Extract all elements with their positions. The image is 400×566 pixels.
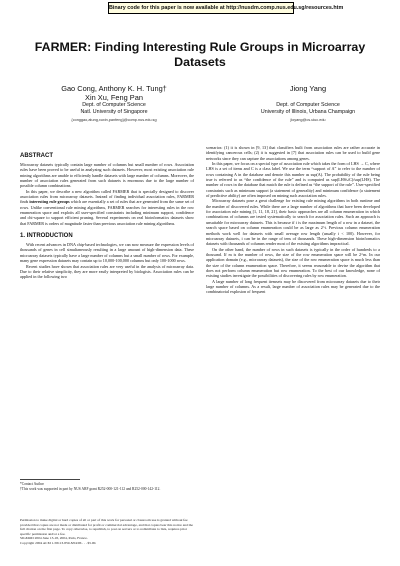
abstract-emphasis: interesting rule groups: [29, 199, 70, 205]
affiliation-line-1: Dept. of Computer Science: [82, 102, 146, 108]
abstract-heading: ABSTRACT: [20, 153, 53, 159]
author-email: jioyang@cs.uiuc.edu: [290, 118, 326, 123]
availability-banner: Binary code for this paper is now available at http://nusdm.comp.nus.edu.sg/resources.htm: [108, 2, 294, 14]
footnote-contact: *Contact Author: [20, 482, 44, 486]
author-emails: {conggao,atung,xuxin,panfeng}@comp.nus.edu.sg: [71, 118, 157, 123]
affiliation-line-1: Dept. of Computer Science: [276, 102, 340, 108]
body-paragraph-3: Microarray datasets pose a great challenge for existing rule mining algorithms in both runtime and the number of discovered rules. While there are a large number of algorithms that have been developed for association rule mining [1, 11, 18, 21], their basic approaches are all column enumeration in which combinations of columns are tested systematically to search for association rules. Such an approach is unsuitable for microarray datasets. This is because if i is the maximum length of a row in a dataset, the search space based on column enumeration could be as large as 2^i. Previous column enumeration methods work well for datasets with small average row length (usually i < 100). However, for microarray datasets, i can be in the range of tens of thousands. These high-dimension bioinformatics datasets with thousands of columns render most of the existing algorithms impractical.: [206, 198, 380, 247]
title-line-1: FARMER: Finding Interesting Rule Groups in Microarray: [34, 40, 366, 54]
authors-right-block: [228, 84, 388, 123]
title-line-2: Datasets: [174, 55, 226, 69]
permission-notice: [20, 518, 194, 545]
body-paragraph-5: A large number of long frequent itemsets may be discovered from microarray datasets due to their large number of columns. As a result, large number of association rules may be generated due to the combinatorial explosion of frequent: [206, 278, 380, 295]
author-name: Jiong Yang: [289, 84, 327, 93]
body-paragraph-1: scenarios: (1) it is shown in [9, 13] that classifiers built from association rules are rather accurate in identifying cancerous cells; (2) it is suggested in [7] that association rules can be used to build gene networks since they can capture the associations among genes.: [206, 145, 380, 161]
affiliation-line-2: University of Illinois, Urbana Champaign: [260, 108, 356, 115]
body-paragraph-4: On the other hand, the number of rows in such datasets is typically in the order of hundreds to a thousand. If m is the number of rows, the size of the row enumeration space will be 2^m. In our application domain (e.g., microarray datasets), the size of the row enumeration space is much less than the size of the column enumeration space. Therefore, it seems reasonable to devise the algorithm that does not perform column enumeration but row enumeration. To the best of our knowledge, none of existing studies investigate the possibilities of discovering rules by row enumeration.: [206, 246, 380, 279]
affiliation-line-2: Natl. University of Singapore: [80, 108, 148, 115]
footnotes: [20, 479, 194, 491]
abstract-paragraph-2: [20, 189, 194, 226]
introduction-paragraph-2: Recent studies have shown that association rules are very useful in the analysis of microarray data. Due to their relative simplicity, they are more easily interpreted by biologists. Association rules can be applied in the following two: [20, 263, 194, 280]
introduction-heading: 1. INTRODUCTION: [20, 233, 73, 240]
author-names-line-2: Xin Xu, Feng Pan: [85, 93, 143, 102]
right-column: [206, 145, 380, 295]
author-names-line-1: Gao Cong, Anthony K. H. Tung†: [61, 84, 167, 93]
permission-text: Permission to make digital or hard copies of all or part of this work for personal or classroom use is granted without fee provided that copies are not made or distributed for profit or commercial advantage, and that copies bear this notice and the full citation on the first page. To copy otherwise, to republish, to post on servers or to redistribute to lists, requires prior specific permission and/or a fee.: [20, 518, 193, 536]
author-spacer: [228, 93, 388, 102]
footnote-rule: [20, 479, 80, 480]
abstract-text-after: which are essentially a set of rules that are generated from the same set of rows. Unlike conventional rule mining algorithms, FARMER searches for interesting rules in the row enumeration space and exploits all user-specified constraints including minimum support, confidence and chi-square to support efficient pruning. Several experiments on real bioinformatics datasets show that FARMER is orders of magnitude faster than previous association rule mining algorithms.: [20, 199, 194, 226]
left-column: [20, 152, 194, 280]
abstract-paragraph-1: Microarray datasets typically contain large number of columns but small number of rows. Association rules have been proved to be useful in analyzing such datasets. However, most existing association rule mining algorithms are unable to efficiently handle datasets with large number of columns. Moreover, the number of association rules generated from such datasets is enormous due to the large number of possible column combinations.: [20, 162, 194, 189]
introduction-paragraph-1: With recent advances in DNA chip-based technologies, we can now measure the expression levels of thousands of genes in cell simultaneously resulting in a large amount of high-dimension data. These microarray datasets typically have a large number of columns but a small number of rows. For example, many gene expression datasets may contain up to 10,000-100,000 columns but only 100-1000 rows.: [20, 242, 194, 264]
abstract-text-before: In this paper, we describe a new algorithm called FARMER that is specially designed to discover association rules from microarray datasets. Instead of finding individual association rules, FARMER finds: [20, 188, 194, 205]
authors-left-block: [14, 84, 214, 123]
footnote-grant: †This work was supported in part by NUS ARF grant R252-000-121-112 and R252-000-142-112.: [20, 486, 161, 491]
venue-line: SIGMOD 2004 June 13-18, 2004, Paris, France.: [20, 536, 88, 540]
copyright-line: Copyright 2004 ACM 1-58113-859-8/04/06 . . . $5.00.: [20, 540, 97, 545]
body-paragraph-2: In this paper, we focus on a special type of association rule which takes the form of LHS → C, where LHS is a set of items and C is a class label. We use the term “support of A” to refer to the number of rows containing A in the database and denote this number as sup(A). The probability of the rule being true is referred to as “the confidence of the rule” and is computed as sup(LHS∪C)/sup(LHS). The number of rows in the database that match the rule is defined as “the support of the rule”. User-specified constraints such as minimum support (a statement of generality) and minimum confidence (a statement of predictive ability) are often imposed on mining such association rules.: [206, 161, 380, 199]
paper-title: [20, 40, 380, 70]
